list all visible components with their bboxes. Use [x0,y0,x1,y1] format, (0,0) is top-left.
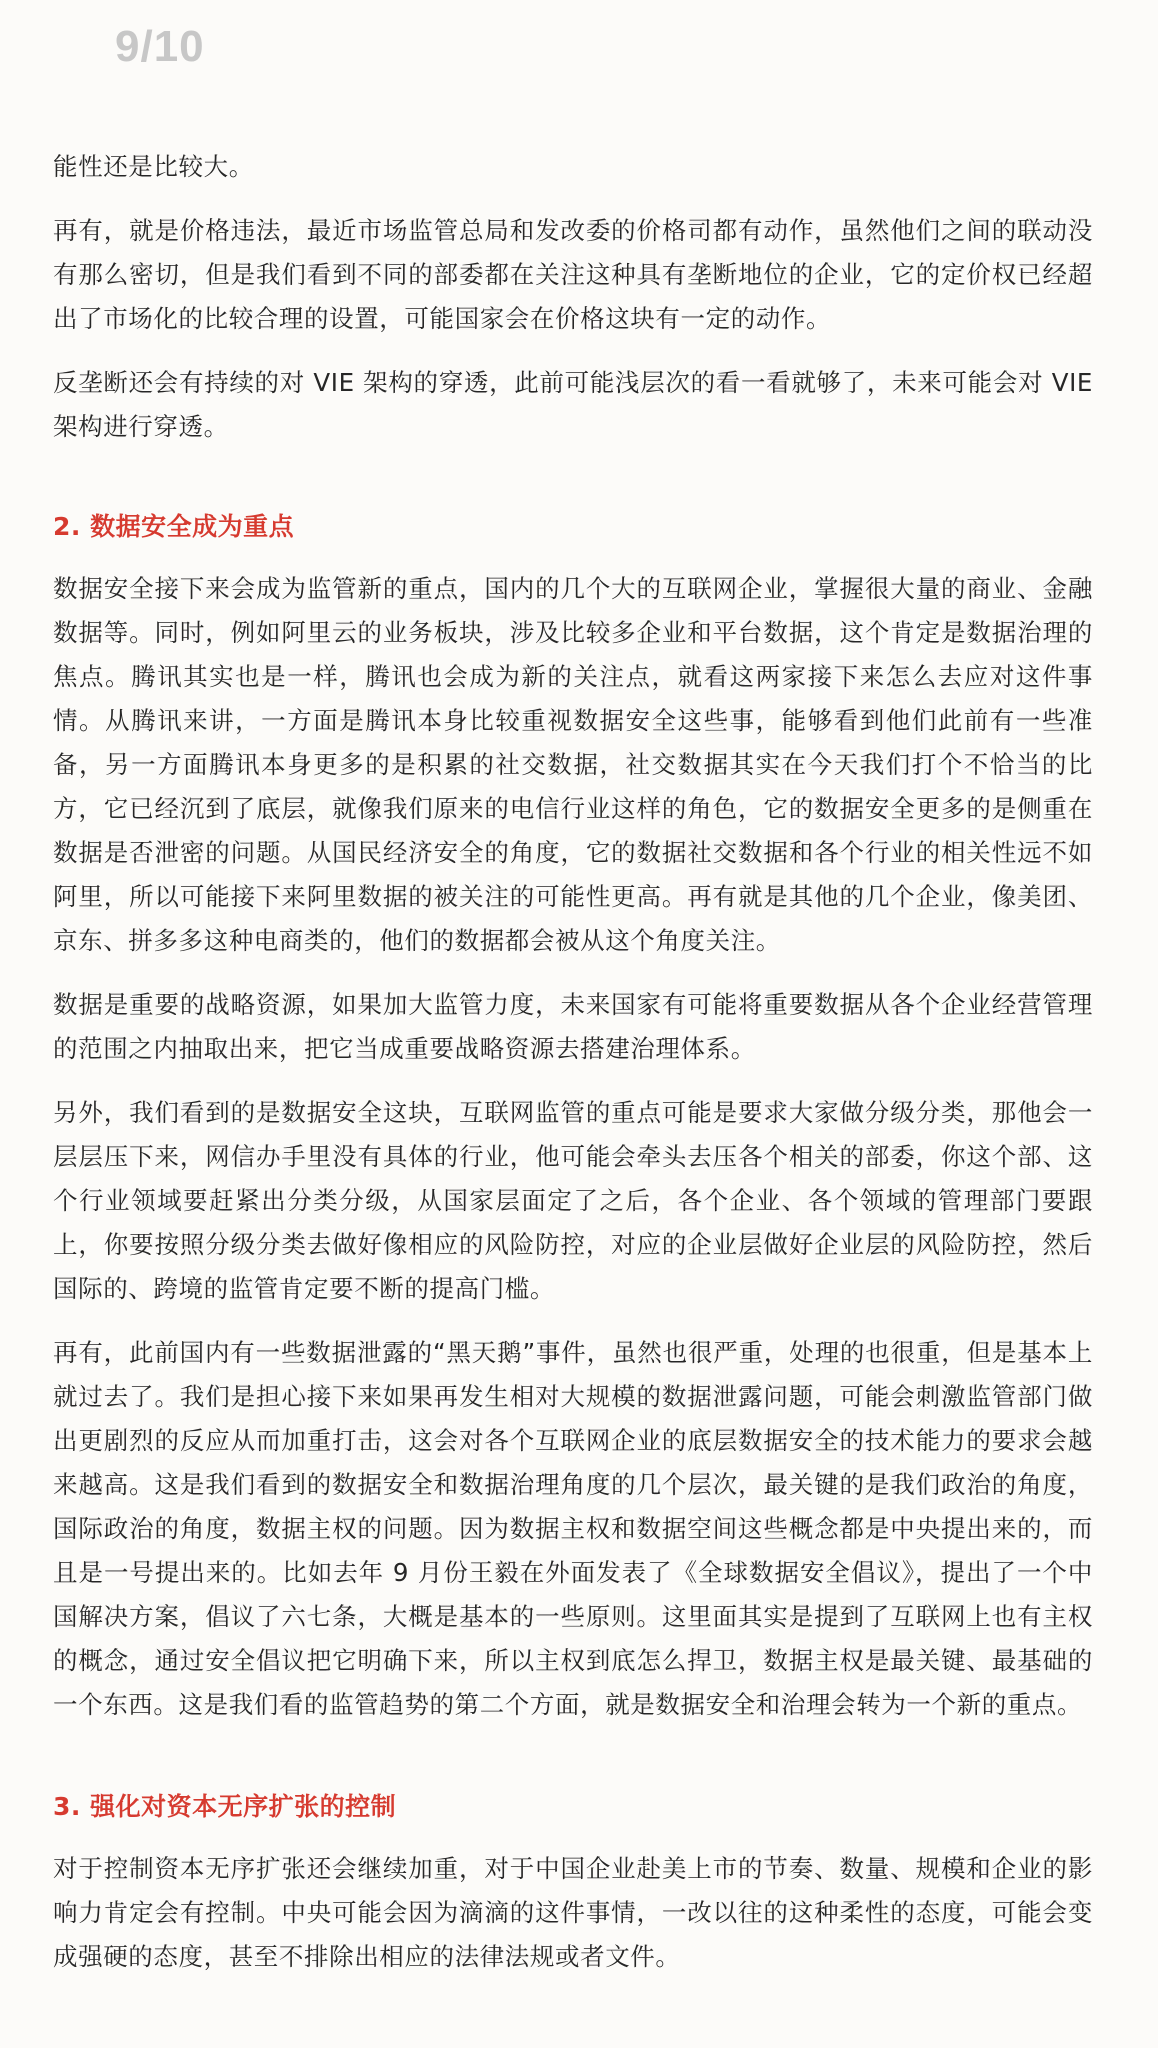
paragraph: 再有，就是价格违法，最近市场监管总局和发改委的价格司都有动作，虽然他们之间的联动没有那么密切，但是我们看到不同的部委都在关注这种具有垄断地位的企业，它的定价权已经超出了市场化的比较合理的设置，可能国家会在价格这块有一定的动作。 [53,216,1093,333]
section-heading: 3. 强化对资本无序扩张的控制 [53,1792,397,1821]
paragraph: 数据是重要的战略资源，如果加大监管力度，未来国家有可能将重要数据从各个企业经营管理的范围之内抽取出来，把它当成重要战略资源去搭建治理体系。 [53,990,1093,1063]
page-indicator: 9/10 [115,22,205,71]
paragraph: 反垄断还会有持续的对 VIE 架构的穿透，此前可能浅层次的看一看就够了，未来可能会对 VIE 架构进行穿透。 [53,368,1093,441]
paragraph: 对于控制资本无序扩张还会继续加重，对于中国企业赴美上市的节奏、数量、规模和企业的影响力肯定会有控制。中央可能会因为滴滴的这件事情，一改以往的这种柔性的态度，可能会变成强硬的态度，甚至不排除出相应的法律法规或者文件。 [53,1854,1093,1971]
section-heading: 2. 数据安全成为重点 [53,512,295,541]
paragraph: 另外，我们看到的是数据安全这块，互联网监管的重点可能是要求大家做分级分类，那他会一层层压下来，网信办手里没有具体的行业，他可能会牵头去压各个相关的部委，你这个部、这个行业领域要赶紧出分类分级，从国家层面定了之后，各个企业、各个领域的管理部门要跟上，你要按照分级分类去做好像相应的风险防控，对应的企业层做好企业层的风险防控，然后国际的、跨境的监管肯定要不断的提高门槛。 [53,1098,1093,1303]
paragraph: 数据安全接下来会成为监管新的重点，国内的几个大的互联网企业，掌握很大量的商业、金融数据等。同时，例如阿里云的业务板块，涉及比较多企业和平台数据，这个肯定是数据治理的焦点。腾讯其实也是一样，腾讯也会成为新的关注点，就看这两家接下来怎么去应对这件事情。从腾讯来讲，一方面是腾讯本身比较重视数据安全这些事，能够看到他们此前有一些准备，另一方面腾讯本身更多的是积累的社交数据，社交数据其实在今天我们打个不恰当的比方，它已经沉到了底层，就像我们原来的电信行业这样的角色，它的数据安全更多的是侧重在数据是否泄密的问题。从国民经济安全的角度，它的数据社交数据和各个行业的相关性远不如阿里，所以可能接下来阿里数据的被关注的可能性更高。再有就是其他的几个企业，像美团、京东、拼多多这种电商类的，他们的数据都会被从这个角度关注。 [53,574,1093,955]
paragraph: 再有，此前国内有一些数据泄露的“黑天鹅”事件，虽然也很严重，处理的也很重，但是基本上就过去了。我们是担心接下来如果再发生相对大规模的数据泄露问题，可能会刺激监管部门做出更剧烈的反应从而加重打击，这会对各个互联网企业的底层数据安全的技术能力的要求会越来越高。这是我们看到的数据安全和数据治理角度的几个层次，最关键的是我们政治的角度，国际政治的角度，数据主权的问题。因为数据主权和数据空间这些概念都是中央提出来的，而且是一号提出来的。比如去年 9 月份王毅在外面发表了《全球数据安全倡议》，提出了一个中国解决方案，倡议了六七条，大概是基本的一些原则。这里面其实是提到了互联网上也有主权的概念，通过安全倡议把它明确下来，所以主权到底怎么捍卫，数据主权是最关键、最基础的一个东西。这是我们看的监管趋势的第二个方面，就是数据安全和治理会转为一个新的重点。 [53,1338,1093,1719]
article-body [53,145,1093,1999]
paragraph: 能性还是比较大。 [53,152,254,181]
